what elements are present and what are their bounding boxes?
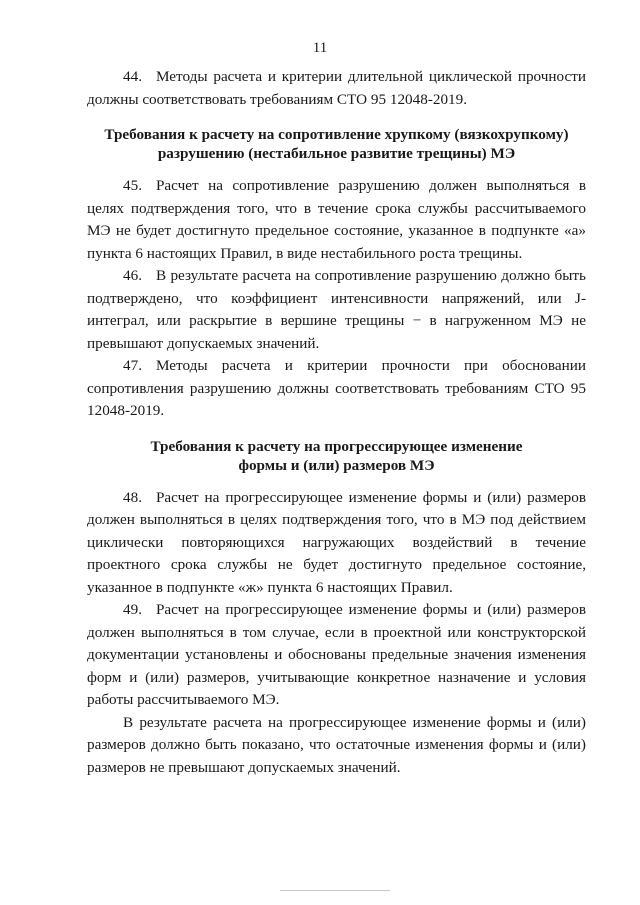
page-number: 11 [312,40,328,56]
paragraph-49-continuation [87,712,586,780]
paragraph-48 [87,487,586,600]
paragraph-45 [87,175,586,265]
paragraph-text: Расчет на сопротивление разрушению должен выполняться в целях подтверждения того, что в течение срока службы рассчитываемого МЭ не будет достигнуто предельное состояние, указанное в подпункте «а» пункта 6 настоящих Правил, в виде нестабильного роста трещины. [87,177,586,262]
paragraph-number: 44. [123,68,142,85]
paragraph-text: В результате расчета на прогрессирующее изменение формы и (или) размеров должно быть показано, что остаточные изменения формы и (или) размеров не превышают допускаемых значений. [87,713,586,776]
section-heading-brittle-fracture [87,125,586,163]
paragraph-text: Методы расчета и критерии длительной циклической прочности должны соответствовать требованиям СТО 95 12048-2019. [87,68,586,108]
paragraph-49 [87,599,586,712]
paragraph-number: 49. [123,601,142,618]
heading-line: Требования к расчету на прогрессирующее изменение [150,437,523,455]
paragraph-number: 47. [123,357,142,374]
paragraph-46 [87,265,586,355]
paragraph-47 [87,355,586,423]
paragraph-44 [87,66,586,111]
paragraph-text: Расчет на прогрессирующее изменение формы и (или) размеров должен выполняться в том случае, если в проектной или конструкторской документации установлены и обоснованы предельные значения изменения форм и (или) размеров, учитывающие конкретное назначение и условия работы рассчитываемого МЭ. [87,601,586,708]
scan-edge-mark [280,890,390,891]
heading-line: Требования к расчету на сопротивление хрупкому (вязкохрупкому) [104,126,569,143]
paragraph-number: 46. [123,267,142,284]
paragraph-text: Методы расчета и критерии прочности при обосновании сопротивления разрушению должны соответствовать требованиям СТО 95 12048-2019. [87,357,586,419]
paragraph-number: 48. [123,488,142,506]
paragraph-text: В результате расчета на сопротивление разрушению должно быть подтверждено, что коэффициент интенсивности напряжений, или J-интеграл, или раскрытие в вершине трещины − в нагруженном МЭ не превышают допускаемых значений. [87,267,586,352]
heading-line: формы и (или) размеров МЭ [238,456,435,474]
document-body [87,66,586,779]
paragraph-text: Расчет на прогрессирующее изменение формы и (или) размеров должен выполняться в целях подтверждения того, что в МЭ под действием циклически повторяющихся нагружающих воздействий в течение проектного срока службы не будет достигнуто предельное состояние, указанное в подпункте «ж» пункта 6 настоящих Правил. [87,488,586,596]
paragraph-number: 45. [123,177,142,194]
section-heading-progressive-deformation [87,437,586,475]
heading-line: разрушению (нестабильное развитие трещины) МЭ [157,145,516,162]
